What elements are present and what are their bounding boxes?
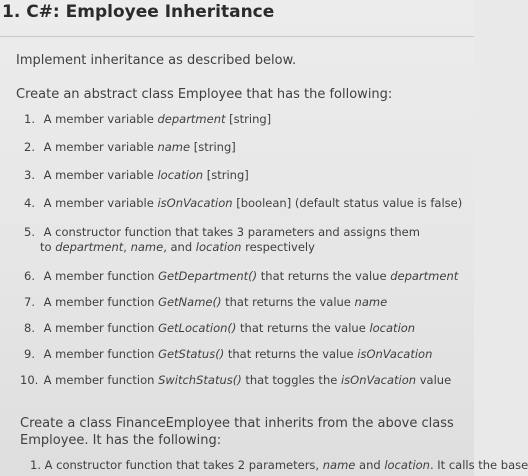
item-text: A member function — [43, 295, 159, 309]
item-term: location — [195, 240, 242, 254]
list-item — [24, 140, 236, 154]
list-item — [24, 269, 458, 283]
list-number: 4. — [24, 196, 35, 210]
title-divider — [0, 36, 474, 37]
item-term: department — [55, 240, 124, 254]
list-item — [24, 225, 420, 255]
item-text: A constructor function that takes 2 parameters, — [44, 458, 323, 472]
item-term: name — [322, 458, 356, 472]
list-item — [24, 295, 387, 309]
finance-class-heading: Create a class FinanceEmployee that inherits from the above class Employee. It has the following: — [20, 416, 454, 448]
item-text: A member function — [43, 269, 159, 283]
list-item — [24, 112, 271, 126]
finance-requirements-list — [30, 458, 528, 472]
item-text: A member function — [43, 321, 159, 335]
item-text: . It calls the base — [429, 458, 528, 472]
item-continuation — [40, 240, 420, 255]
item-term: department — [157, 112, 226, 126]
item-text: respectively — [241, 240, 315, 254]
list-item — [24, 347, 432, 361]
item-term: location — [369, 321, 416, 335]
list-item — [30, 458, 528, 472]
item-term: isOnVacation — [340, 373, 417, 387]
item-text: A member function — [43, 373, 159, 387]
item-term: location — [384, 458, 430, 472]
intro-text: Implement inheritance as described below. — [16, 53, 297, 68]
item-text: A member variable — [43, 196, 158, 210]
item-term: GetStatus() — [158, 347, 225, 361]
item-term: department — [390, 269, 459, 283]
item-text: [boolean] (default status value is false) — [232, 196, 463, 210]
list-number: 7. — [24, 295, 35, 309]
list-number: 10. — [20, 373, 39, 387]
item-text: , — [123, 240, 131, 254]
item-text: [string] — [190, 140, 236, 154]
item-term: isOnVacation — [157, 196, 233, 210]
item-text: A member variable — [43, 140, 158, 154]
item-text: A member variable — [43, 112, 158, 126]
list-item — [24, 321, 415, 335]
item-text: value — [416, 373, 452, 387]
list-item — [20, 373, 451, 387]
list-number: 1. — [24, 112, 35, 126]
item-term: isOnVacation — [357, 347, 433, 361]
item-text: to — [40, 240, 56, 254]
item-text: that returns the value — [221, 295, 355, 309]
item-term: location — [157, 168, 204, 182]
item-text: that returns the value — [224, 347, 358, 361]
list-number: 5. — [24, 225, 35, 239]
list-number: 9. — [24, 347, 35, 361]
item-term: GetLocation() — [158, 321, 237, 335]
item-text: A constructor function that takes 3 parameters and assigns them — [43, 225, 420, 239]
item-term: GetName() — [158, 295, 222, 309]
item-term: name — [354, 295, 388, 309]
item-term: name — [130, 240, 164, 254]
item-term: SwitchStatus() — [158, 373, 242, 387]
abstract-class-heading: Create an abstract class Employee that has the following: — [16, 87, 393, 102]
item-text: that returns the value — [236, 321, 370, 335]
item-term: name — [157, 140, 191, 154]
page-title: 1. C#: Employee Inheritance — [2, 2, 275, 22]
list-item — [24, 168, 249, 182]
item-text: and — [355, 458, 385, 472]
item-term: GetDepartment() — [158, 269, 258, 283]
item-text: [string] — [203, 168, 249, 182]
list-number: 2. — [24, 140, 35, 154]
list-number: 6. — [24, 269, 35, 283]
list-item — [24, 196, 462, 210]
list-number: 1. — [30, 458, 41, 472]
item-text: A member variable — [43, 168, 158, 182]
item-text: that toggles the — [241, 373, 341, 387]
list-number: 8. — [24, 321, 35, 335]
list-number: 3. — [24, 168, 35, 182]
item-text: A member function — [43, 347, 159, 361]
item-text: [string] — [225, 112, 272, 126]
item-text: , and — [163, 240, 196, 254]
item-text: that returns the value — [257, 269, 391, 283]
